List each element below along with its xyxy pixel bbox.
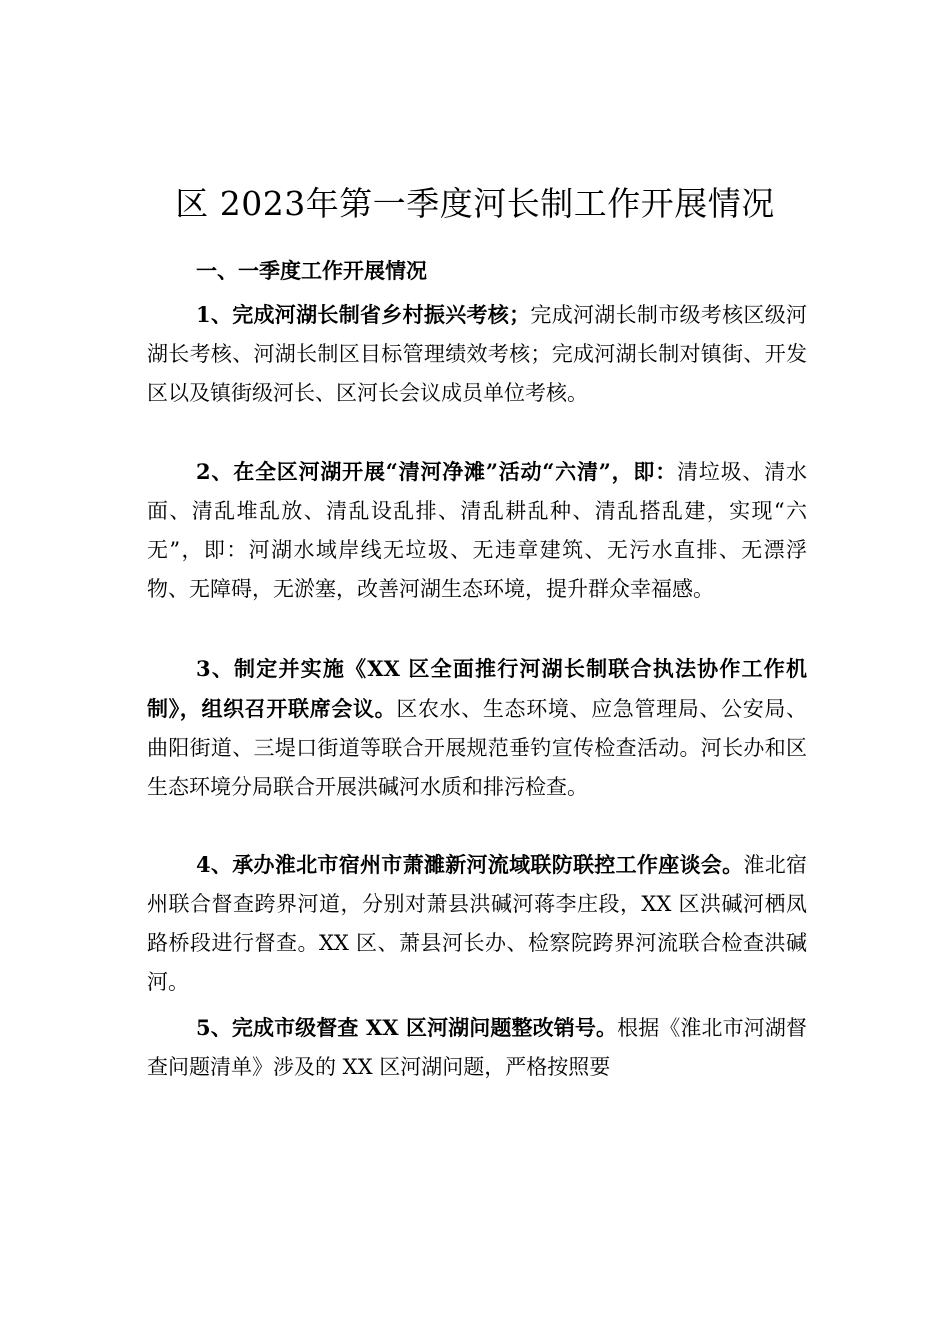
paragraph-3-body: 区农水、生态环境、应急管理局、公安局、曲阳街道、三堤口街道等联合开展规范垂钓宣传检查活动。河长办和区生态环境分局联合开展洪碱河水质和排污检查。 (147, 697, 808, 799)
paragraph-4-body: 淮北宿州联合督查跨界河道，分别对萧县洪碱河蒋李庄段，XX 区洪碱河栖凤路桥段进行督查。XX 区、萧县河长办、检察院跨界河流联合检查洪碱河。 (147, 853, 807, 994)
paragraph-3 (147, 649, 807, 807)
paragraph-4-lead: 4、承办淮北市宿州市萧濉新河流域联防联控工作座谈会。 (196, 852, 744, 877)
paragraph-5 (147, 1008, 807, 1087)
paragraph-4 (147, 845, 807, 1002)
section-heading: 一、一季度工作开展情况 (196, 258, 427, 283)
paragraph-5-body: 根据《淮北市河湖督查问题清单》涉及的 XX 区河湖问题，严格按照要 (147, 1016, 807, 1079)
document-title: 区 2023年第一季度河长制工作开展情况 (175, 184, 775, 224)
paragraph-2 (147, 452, 807, 609)
paragraph-2-lead: 2、在全区河湖开展“清河净滩”活动“六清”，即： (196, 459, 678, 484)
paragraph-2-body: 清垃圾、清水面、清乱堆乱放、清乱设乱排、清乱耕乱种、清乱搭乱建，实现“六无”，即：河湖水域岸线无垃圾、无违章建筑、无污水直排、无漂浮物、无障碍，无淤塞，改善河湖生态环境，提升群众幸福感。 (147, 460, 807, 601)
paragraph-3-lead: 3、制定并实施《XX 区全面推行河湖长制联合执法协作工作机制》，组织召开联席会议。 (147, 656, 807, 721)
paragraph-1-lead: 1、完成河湖长制省乡村振兴考核； (196, 302, 531, 327)
paragraph-1 (147, 295, 807, 413)
paragraph-5-lead: 5、完成市级督查 XX 区河湖问题整改销号。 (196, 1015, 618, 1040)
paragraph-1-body: 完成河湖长制市级考核区级河湖长考核、河湖长制区目标管理绩效考核；完成河湖长制对镇街、开发区以及镇街级河长、区河长会议成员单位考核。 (147, 303, 807, 405)
